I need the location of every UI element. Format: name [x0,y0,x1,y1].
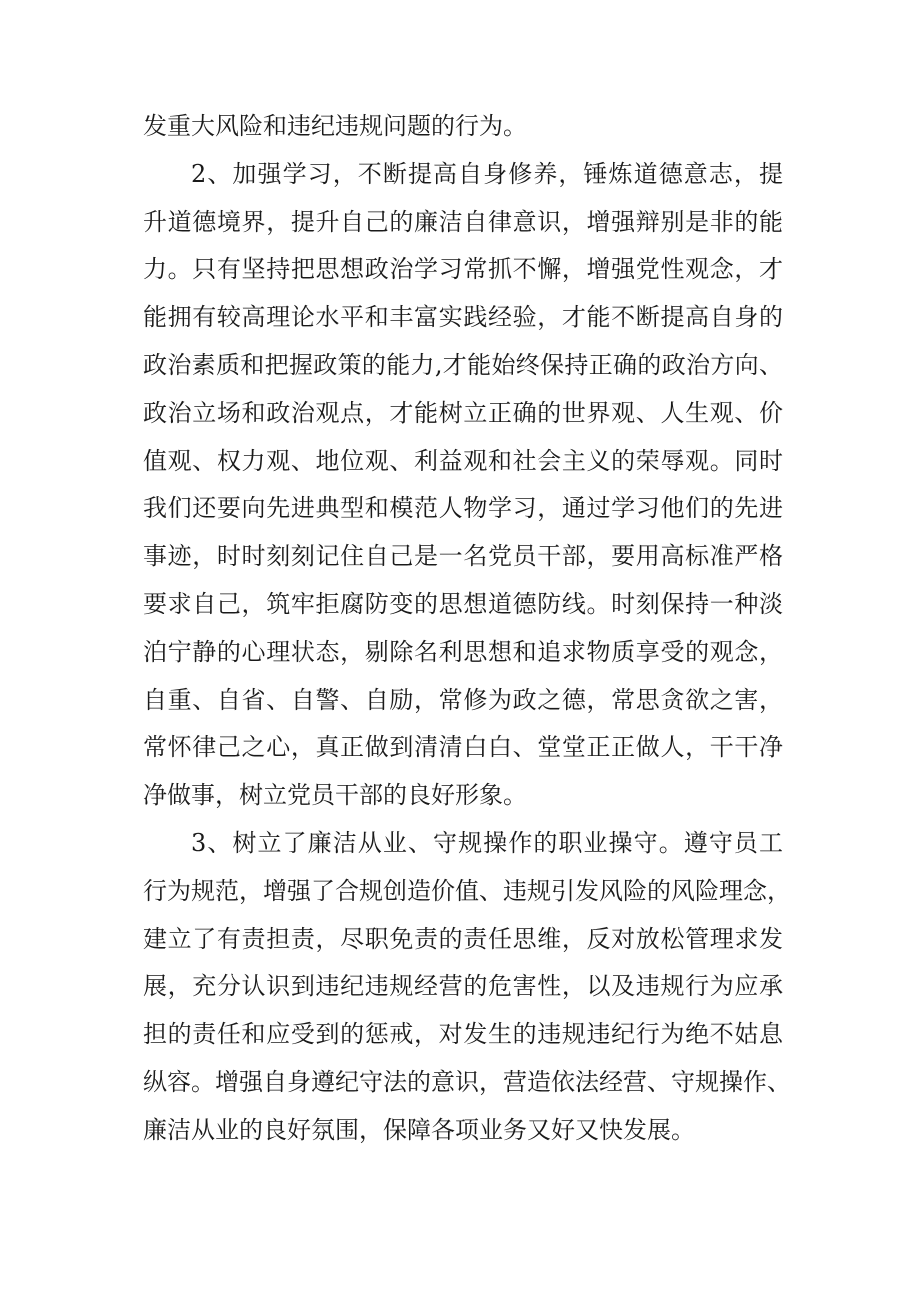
text-line: 3、树立了廉洁从业、守规操作的职业操守。遵守员工 [191,828,783,857]
text-line: 泊宁静的心理状态，剔除名利思想和追求物质享受的观念， [143,637,783,666]
paragraph-3 [143,820,791,1155]
text-line: 担的责任和应受到的惩戒，对发生的违规违纪行为绝不姑息 [143,1020,783,1049]
text-line: 纵容。增强自身遵纪守法的意识，营造依法经营、守规操作、 [143,1067,791,1096]
text-line: 展，充分认识到违纪违规经营的危害性，以及违规行为应承 [143,972,783,1001]
text-line: 政治立场和政治观点，才能树立正确的世界观、人生观、价 [143,398,783,427]
text-line: 事迹，时时刻刻记住自己是一名党员干部，要用高标准严格 [143,542,783,571]
text-line: 升道德境界，提升自己的廉洁自律意识，增强辩别是非的能 [143,207,783,236]
text-line: 要求自己，筑牢拒腐防变的思想道德防线。时刻保持一种淡 [143,589,783,618]
text-line: 廉洁从业的良好氛围，保障各项业务又好又快发展。 [143,1115,695,1144]
paragraph-2 [143,151,783,820]
text-line: 发重大风险和违纪违规问题的行为。 [143,112,527,140]
text-line: 常怀律己之心，真正做到清清白白、堂堂正正做人，干干净 [143,733,783,762]
text-line: 我们还要向先进典型和模范人物学习，通过学习他们的先进 [143,494,783,523]
text-line: 自重、自省、自警、自励，常修为政之德，常思贪欲之害， [143,685,783,714]
text-line: 力。只有坚持把思想政治学习常抓不懈，增强党性观念，才 [143,255,783,284]
text-line: 值观、权力观、地位观、利益观和社会主义的荣辱观。同时 [143,446,783,475]
text-line: 2、加强学习，不断提高自身修养，锤炼道德意志，提 [191,159,783,188]
paragraph-continuation [143,103,783,151]
text-line: 净做事，树立党员干部的良好形象。 [143,781,527,810]
text-line: 行为规范，增强了合规创造价值、违规引发风险的风险理念， [143,876,791,905]
text-line: 建立了有责担责，尽职免责的责任思维，反对放松管理求发 [143,924,783,953]
text-line: 政治素质和把握政策的能力,才能始终保持正确的政治方向、 [143,350,783,379]
document-body [143,103,791,1155]
text-line: 能拥有较高理论水平和丰富实践经验，才能不断提高自身的 [143,303,783,332]
